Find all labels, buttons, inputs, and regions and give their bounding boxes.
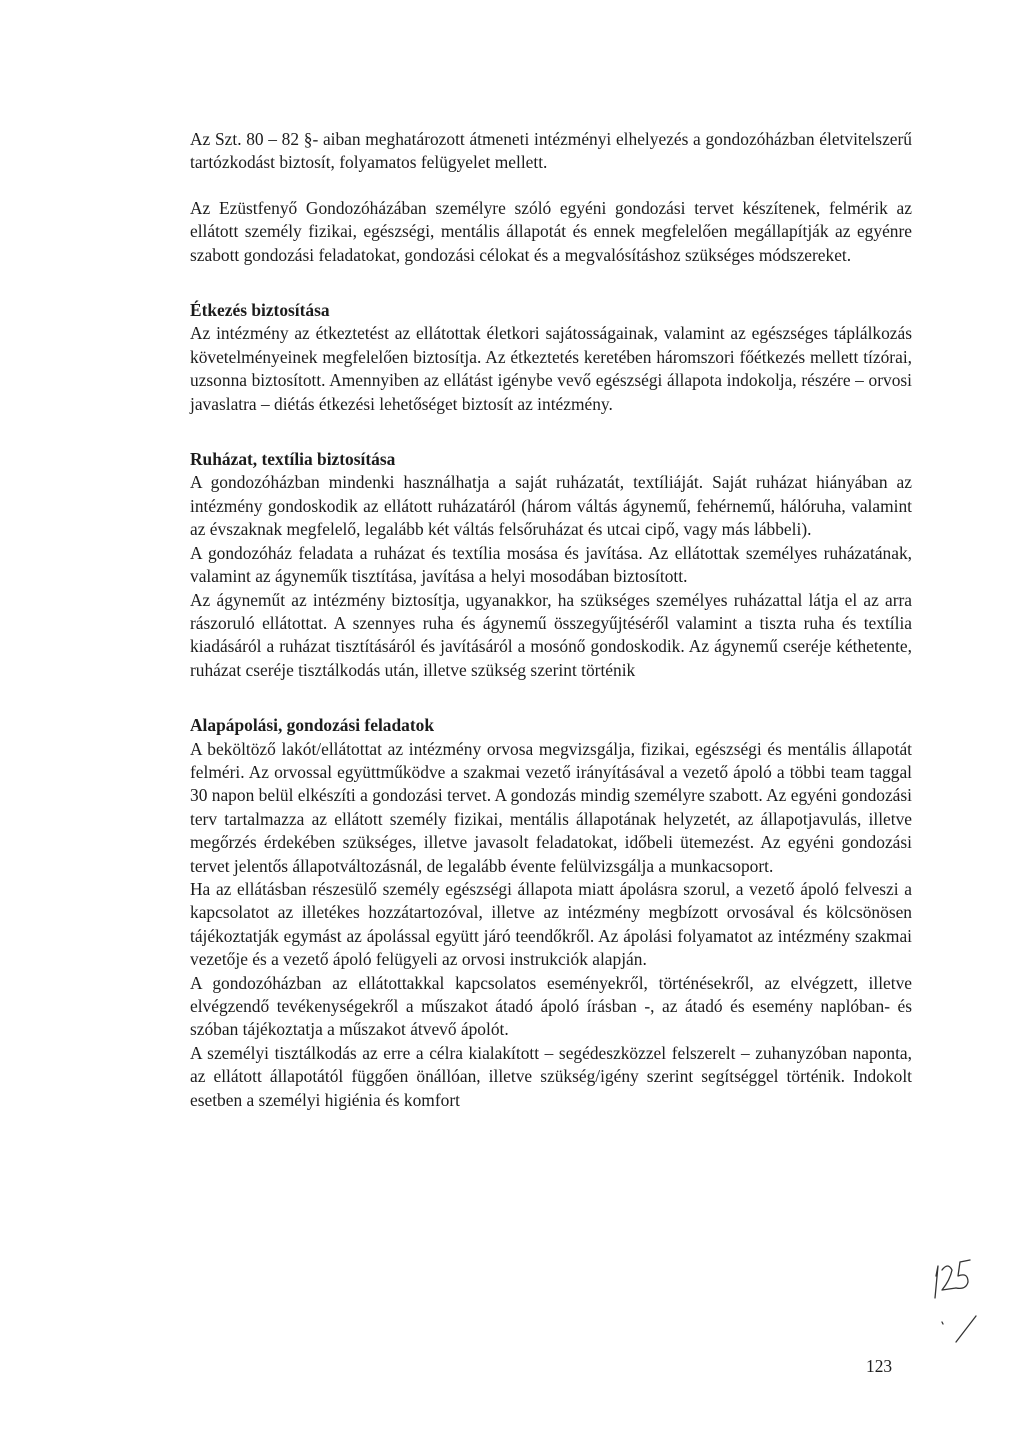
ruhazat-paragraph-3: Az ágyneműt az intézmény biztosítja, ugyanakkor, ha szükséges személyes ruházattal látja el az arra rászoruló ellátottat. A szennyes ruha és ágynemű összegyűjtéséről valamint a tiszta ruha és textília kiadásáról a ruházat tisztításáról és javításáról a mosónő gondoskodik. Az ágynemű cseréje kéthetente, ruházat cseréje tisztálkodás után, illetve szükség szerint történik	[190, 589, 912, 680]
handwritten-page-annotation	[928, 1254, 1006, 1344]
document-body	[190, 128, 912, 1112]
section-heading-alapapolas: Alapápolási, gondozási feladatok	[190, 715, 434, 736]
alapapolas-paragraph-4: A személyi tisztálkodás az erre a célra kialakított – segédeszközzel felszerelt – zuhanyzóban naponta, az ellátott állapotától függően önállóan, illetve szükség/igény szerint segítséggel történik. Indokolt esetben a személyi higiénia és komfort	[190, 1042, 912, 1110]
etkezes-paragraph-1: Az intézmény az étkeztetést az ellátottak életkori sajátosságainak, valamint az egészséges táplálkozás követelményeinek megfelelően biztosítja. Az étkeztetés keretében háromszori főétkezés mellett tízórai, uzsonna biztosított. Amennyiben az ellátást igénybe vevő egészségi állapota indokolja, részére – orvosi javaslatra – diétás étkezési lehetőséget biztosít az intézmény.	[190, 323, 912, 414]
alapapolas-paragraph-3: A gondozóházban az ellátottakkal kapcsolatos eseményekről, történésekről, az elvégzett, illetve elvégzendő tevékenységekről a műszakot átadó ápoló írásban -, az átadó és esemény naplóban- és szóban tájékoztatja a műszakot átvevő ápolót.	[190, 972, 912, 1040]
ruhazat-paragraph-1: A gondozóházban mindenki használhatja a saját ruházatát, textíliáját. Saját ruházat hiányában az intézmény gondoskodik az ellátott ruházatáról (három váltás ágynemű, fehérnemű, hálóruha, valamint az évszaknak megfelelő, legalább két váltás felsőruházat és utcai cipő, vagy más lábbeli).	[190, 472, 912, 540]
alapapolas-paragraph-2: Ha az ellátásban részesülő személy egészségi állapota miatt ápolásra szorul, a vezető ápoló felveszi a kapcsolatot az illetékes hozzátartozóval, illetve az intézmény megbízott orvosával és kölcsönösen tájékoztatják egymást az ápolással együtt járó teendőkről. Az ápolási folyamatot az intézmény szakmai vezetője és a vezető ápoló felügyeli az orvosi instrukciók alapján.	[190, 878, 912, 970]
alapapolas-paragraph-1: A beköltöző lakót/ellátottat az intézmény orvosa megvizsgálja, fizikai, egészségi és mentális állapotát felméri. Az orvossal együttműködve a szakmai vezető irányításával a vezető ápoló a többi team taggal 30 napon belül elkészíti a gondozási tervet. A gondozás mindig személyre szabott. Az egyéni gondozási terv tartalmazza az ellátott személy fizikai, mentális állapotának helyzetét, az állapotjavulás, illetve megőrzés érdekében szükséges, illetve javasolt feladatokat, időbeli ütemezést. Az egyéni gondozási tervet jelentős állapotváltozásnál, de legalább évente felülvizsgálja a munkacsoport.	[190, 738, 912, 876]
ruhazat-paragraph-2: A gondozóház feladata a ruházat és textília mosása és javítása. Az ellátottak személyes ruházatának, valamint az ágyneműk tisztítása, javítása a helyi mosodában biztosított.	[190, 542, 912, 587]
intro-paragraph-2: Az Ezüstfenyő Gondozóházában személyre szóló egyéni gondozási tervet készítenek, felmérik az ellátott személy fizikai, egészségi, mentális állapotát és ennek megfelelően megállapítják az egyénre szabott gondozási feladatokat, gondozási célokat és a megvalósításhoz szükséges módszereket.	[190, 197, 912, 265]
intro-paragraph-1: Az Szt. 80 – 82 §- aiban meghatározott átmeneti intézményi elhelyezés a gondozóházban életvitelszerű tartózkodást biztosít, folyamatos felügyelet mellett.	[190, 129, 912, 173]
page-number: 123	[866, 1356, 893, 1376]
section-heading-etkezes: Étkezés biztosítása	[190, 300, 330, 321]
section-heading-ruhazat: Ruházat, textília biztosítása	[190, 449, 396, 470]
